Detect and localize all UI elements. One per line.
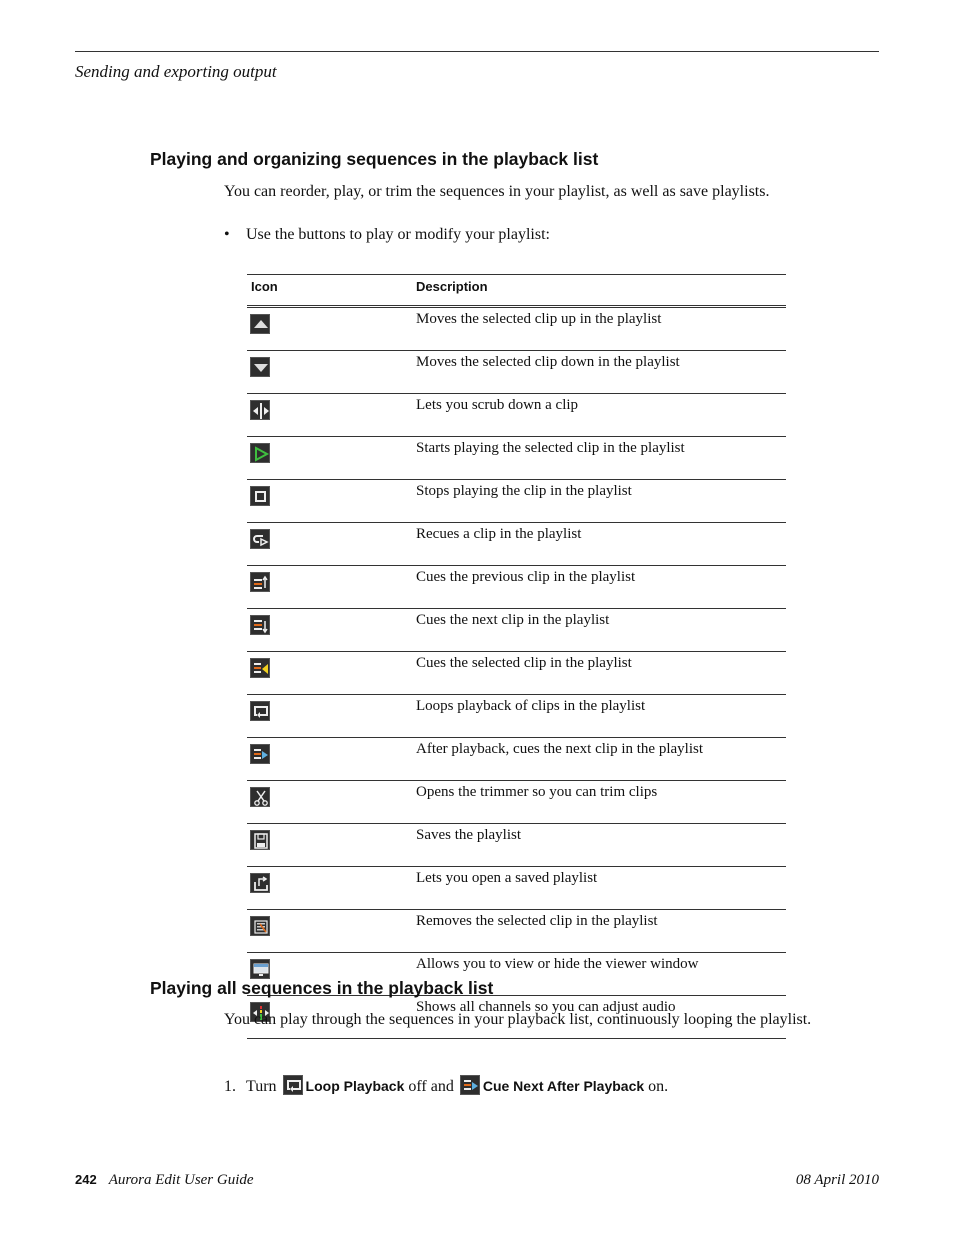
section-heading-organizing: Playing and organizing sequences in the playback list [150,149,599,169]
table-row [247,394,786,437]
section1-intro: You can reorder, play, or trim the sequences in your playlist, as well as save playlists. [224,183,770,200]
cue-next-after-playback-icon [460,1075,480,1095]
bullet-dot: • [224,226,230,243]
cue-selected-icon [250,658,270,678]
column-header-icon: Icon [247,275,416,307]
stop-icon [250,486,270,506]
move-up-icon [250,314,270,334]
loop-icon [250,701,270,721]
cue-next-icon [250,615,270,635]
row-description: Moves the selected clip down in the playlist [416,351,786,394]
row-description: After playback, cues the next clip in the playlist [416,738,786,781]
table-row [247,523,786,566]
table-header-row [247,275,786,307]
trimmer-scissors-icon [250,787,270,807]
cue-next-after-playback-label: Cue Next After Playback [482,1078,645,1094]
page-number: 242 [75,1172,97,1187]
row-description: Cues the previous clip in the playlist [416,566,786,609]
table-row [247,824,786,867]
save-icon [250,830,270,850]
row-description: Removes the selected clip in the playlist [416,910,786,953]
footer-date: 08 April 2010 [795,1172,879,1188]
row-description: Cues the selected clip in the playlist [416,652,786,695]
row-description: Moves the selected clip up in the playlist [416,307,786,351]
remove-clip-icon [250,916,270,936]
table-row [247,781,786,824]
loop-icon [283,1075,303,1095]
table-row [247,738,786,781]
step-on-text: on. [648,1078,669,1095]
running-head: Sending and exporting output [75,62,277,81]
footer-left [75,1172,254,1189]
header-rule [75,51,879,52]
table-row [247,695,786,738]
row-description: Recues a clip in the playlist [416,523,786,566]
column-header-description: Description [416,275,786,307]
row-description: Lets you open a saved playlist [416,867,786,910]
icon-table [247,274,786,1039]
play-icon [250,443,270,463]
table-row [247,652,786,695]
table-row [247,609,786,652]
section2-intro: You can play through the sequences in your playback list, continuously looping the playlist. [224,1011,812,1028]
bullet-item [224,226,550,244]
row-description: Stops playing the clip in the playlist [416,480,786,523]
table-row [247,910,786,953]
table-row [247,867,786,910]
cue-previous-icon [250,572,270,592]
bullet-text: Use the buttons to play or modify your playlist: [246,226,550,243]
scrub-icon [250,400,270,420]
viewer-window-icon [250,959,270,979]
step-turn-text: Turn [246,1078,277,1095]
step-number: 1. [224,1078,236,1095]
row-description: Cues the next clip in the playlist [416,609,786,652]
table-row [247,351,786,394]
row-description: Opens the trimmer so you can trim clips [416,781,786,824]
guide-title: Aurora Edit User Guide [108,1172,254,1188]
table-row [247,307,786,351]
row-description: Loops playback of clips in the playlist [416,695,786,738]
move-down-icon [250,357,270,377]
step-1 [224,1075,668,1096]
cue-next-after-playback-icon [250,744,270,764]
row-description: Lets you scrub down a clip [416,394,786,437]
row-description: Allows you to view or hide the viewer window [416,953,786,996]
table-row [247,566,786,609]
recue-icon [250,529,270,549]
row-description: Saves the playlist [416,824,786,867]
table-row [247,437,786,480]
step-off-and-text: off and [408,1078,454,1095]
open-playlist-icon [250,873,270,893]
table-row [247,480,786,523]
section-heading-playing-all: Playing all sequences in the playback list [150,978,494,998]
row-description: Shows all channels so you can adjust audio [416,996,786,1039]
row-description: Starts playing the selected clip in the playlist [416,437,786,480]
loop-playback-label: Loop Playback [305,1078,405,1094]
